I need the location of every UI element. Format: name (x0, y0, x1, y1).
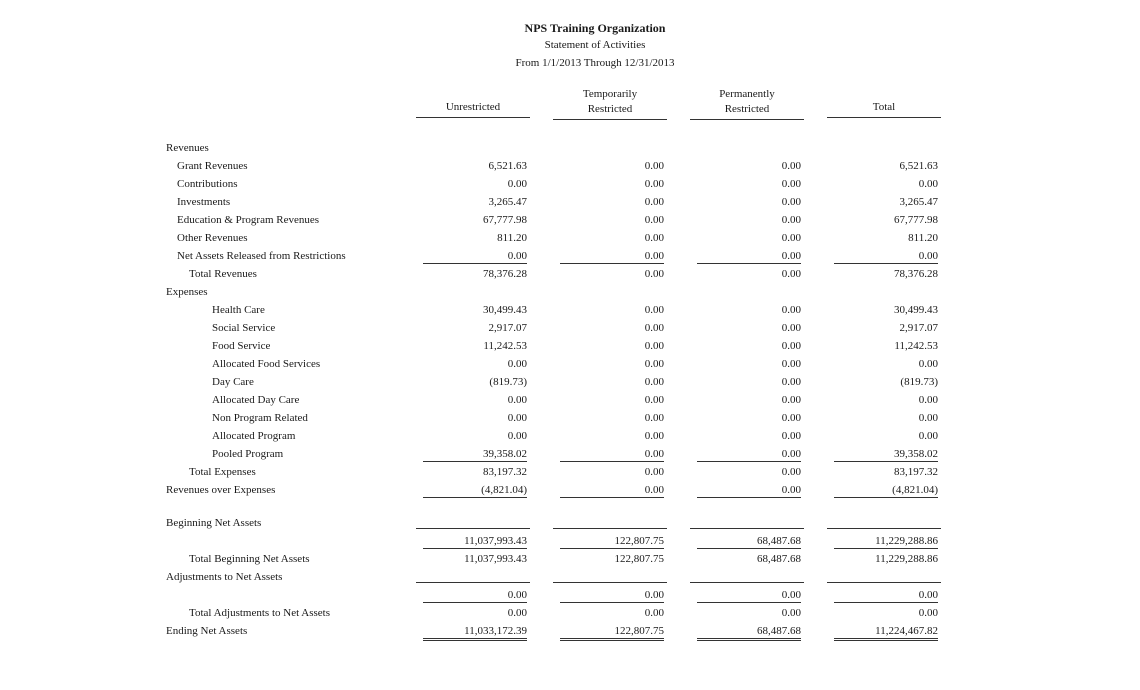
adjustments-top-rule-temporarily-restricted (553, 582, 667, 583)
report-title: NPS Training Organization (524, 21, 666, 35)
row-day-care-temporarily-restricted-value: 0.00 (644, 376, 664, 388)
beginning-top-rule-temporarily-restricted (553, 528, 667, 529)
row-non-program-related-permanently-restricted-value: 0.00 (781, 412, 801, 424)
row-education-program-revenues-temporarily-restricted-value: 0.00 (644, 214, 664, 226)
row-ending-net-assets-label: Ending Net Assets (166, 625, 248, 637)
adjustments-top-rule-permanently-restricted (690, 582, 804, 583)
row-non-program-related-total-value: 0.00 (918, 412, 938, 424)
row-investments-unrestricted-value: 3,265.47 (488, 196, 527, 208)
row-other-revenues-temporarily-restricted-value: 0.00 (644, 232, 664, 244)
col-header-permanently-restricted (690, 87, 804, 120)
col-header-unrestricted-label: Unrestricted (445, 101, 501, 113)
row-investments-label: Investments (177, 196, 231, 208)
row-social-service-permanently-restricted-value: 0.00 (781, 322, 801, 334)
col-header-unrestricted (416, 100, 530, 118)
beginning-top-rule-permanently-restricted (690, 528, 804, 529)
row-food-service-total-value: 11,242.53 (894, 340, 938, 352)
row-total-adjustments-label: Total Adjustments to Net Assets (189, 607, 331, 619)
col-header-total-label: Total (872, 101, 896, 113)
row-total-expenses-permanently-restricted-value: 0.00 (781, 466, 801, 478)
row-total-revenues-temporarily-restricted-value: 0.00 (644, 268, 664, 280)
col-header-perm-line2: Restricted (724, 103, 770, 115)
row-beginning-net-assets-detail-total-value: 11,229,288.86 (834, 534, 938, 549)
row-investments-temporarily-restricted-value: 0.00 (644, 196, 664, 208)
statement-name: Statement of Activities (544, 39, 646, 51)
row-social-service-unrestricted-value: 2,917.07 (488, 322, 527, 334)
row-total-revenues-permanently-restricted-value: 0.00 (781, 268, 801, 280)
col-header-temp-line2: Restricted (587, 103, 633, 115)
row-ending-net-assets-total-value: 11,224,467.82 (834, 624, 938, 641)
row-total-adjustments-total-value: 0.00 (918, 607, 938, 619)
row-total-expenses-label: Total Expenses (189, 466, 256, 478)
row-allocated-day-care-unrestricted-value: 0.00 (507, 394, 527, 406)
row-grant-revenues-label: Grant Revenues (177, 160, 248, 172)
row-other-revenues-unrestricted-value: 811.20 (497, 232, 527, 244)
row-day-care-label: Day Care (212, 376, 254, 388)
col-header-temp-line1: Temporarily (582, 88, 638, 100)
row-adjustments-detail-temporarily-restricted-value: 0.00 (560, 588, 664, 603)
row-health-care-label: Health Care (212, 304, 265, 316)
section-beginning-net-assets-label: Beginning Net Assets (166, 517, 262, 529)
section-adjustments-to-net-assets-label: Adjustments to Net Assets (166, 571, 283, 583)
row-food-service-permanently-restricted-value: 0.00 (781, 340, 801, 352)
beginning-top-rule-total (827, 528, 941, 529)
row-other-revenues-permanently-restricted-value: 0.00 (781, 232, 801, 244)
row-allocated-program-permanently-restricted-value: 0.00 (781, 430, 801, 442)
row-health-care-temporarily-restricted-value: 0.00 (644, 304, 664, 316)
row-total-adjustments-unrestricted-value: 0.00 (507, 607, 527, 619)
row-day-care-unrestricted-value: (819.73) (489, 376, 527, 388)
section-revenues-label: Revenues (166, 142, 209, 154)
col-header-perm-line1: Permanently (719, 88, 775, 100)
row-total-beginning-net-assets-total-value: 11,229,288.86 (875, 553, 938, 565)
row-contributions-label: Contributions (177, 178, 238, 190)
row-investments-permanently-restricted-value: 0.00 (781, 196, 801, 208)
row-ending-net-assets-permanently-restricted-value: 68,487.68 (697, 624, 801, 641)
row-adjustments-detail-unrestricted-value: 0.00 (423, 588, 527, 603)
row-day-care-total-value: (819.73) (900, 376, 938, 388)
row-non-program-related-label: Non Program Related (212, 412, 308, 424)
row-total-revenues-unrestricted-value: 78,376.28 (483, 268, 527, 280)
row-beginning-net-assets-detail-unrestricted-value: 11,037,993.43 (423, 534, 527, 549)
row-investments-total-value: 3,265.47 (899, 196, 938, 208)
row-total-beginning-net-assets-label: Total Beginning Net Assets (189, 553, 310, 565)
row-grant-revenues-temporarily-restricted-value: 0.00 (644, 160, 664, 172)
row-allocated-food-services-temporarily-restricted-value: 0.00 (644, 358, 664, 370)
row-non-program-related-temporarily-restricted-value: 0.00 (644, 412, 664, 424)
row-other-revenues-label: Other Revenues (177, 232, 248, 244)
row-education-program-revenues-total-value: 67,777.98 (894, 214, 938, 226)
row-grant-revenues-unrestricted-value: 6,521.63 (488, 160, 527, 172)
row-allocated-day-care-permanently-restricted-value: 0.00 (781, 394, 801, 406)
row-non-program-related-unrestricted-value: 0.00 (507, 412, 527, 424)
row-ending-net-assets-unrestricted-value: 11,033,172.39 (423, 624, 527, 641)
row-allocated-food-services-permanently-restricted-value: 0.00 (781, 358, 801, 370)
row-allocated-food-services-unrestricted-value: 0.00 (507, 358, 527, 370)
row-education-program-revenues-label: Education & Program Revenues (177, 214, 320, 226)
beginning-top-rule-unrestricted (416, 528, 530, 529)
row-total-expenses-temporarily-restricted-value: 0.00 (644, 466, 664, 478)
row-pooled-program-temporarily-restricted-value: 0.00 (560, 447, 664, 462)
row-net-assets-released-permanently-restricted-value: 0.00 (697, 249, 801, 264)
row-total-expenses-total-value: 83,197.32 (894, 466, 938, 478)
adjustments-top-rule-unrestricted (416, 582, 530, 583)
row-contributions-total-value: 0.00 (918, 178, 938, 190)
section-expenses-label: Expenses (166, 286, 208, 298)
report-period: From 1/1/2013 Through 12/31/2013 (515, 57, 675, 69)
row-contributions-temporarily-restricted-value: 0.00 (644, 178, 664, 190)
row-social-service-total-value: 2,917.07 (899, 322, 938, 334)
row-contributions-unrestricted-value: 0.00 (507, 178, 527, 190)
row-education-program-revenues-unrestricted-value: 67,777.98 (483, 214, 527, 226)
row-revenues-over-expenses-permanently-restricted-value: 0.00 (697, 483, 801, 498)
row-allocated-food-services-total-value: 0.00 (918, 358, 938, 370)
row-pooled-program-permanently-restricted-value: 0.00 (697, 447, 801, 462)
row-revenues-over-expenses-label: Revenues over Expenses (166, 484, 276, 496)
row-total-expenses-unrestricted-value: 83,197.32 (483, 466, 527, 478)
row-pooled-program-total-value: 39,358.02 (834, 447, 938, 462)
row-total-beginning-net-assets-unrestricted-value: 11,037,993.43 (464, 553, 527, 565)
row-social-service-temporarily-restricted-value: 0.00 (644, 322, 664, 334)
row-beginning-net-assets-detail-permanently-restricted-value: 68,487.68 (697, 534, 801, 549)
row-total-adjustments-temporarily-restricted-value: 0.00 (644, 607, 664, 619)
row-net-assets-released-total-value: 0.00 (834, 249, 938, 264)
row-other-revenues-total-value: 811.20 (908, 232, 938, 244)
row-allocated-day-care-temporarily-restricted-value: 0.00 (644, 394, 664, 406)
row-adjustments-detail-total-value: 0.00 (834, 588, 938, 603)
row-adjustments-detail-permanently-restricted-value: 0.00 (697, 588, 801, 603)
row-pooled-program-label: Pooled Program (212, 448, 284, 460)
row-total-revenues-total-value: 78,376.28 (894, 268, 938, 280)
row-revenues-over-expenses-total-value: (4,821.04) (834, 483, 938, 498)
row-contributions-permanently-restricted-value: 0.00 (781, 178, 801, 190)
row-day-care-permanently-restricted-value: 0.00 (781, 376, 801, 388)
row-pooled-program-unrestricted-value: 39,358.02 (423, 447, 527, 462)
row-allocated-program-temporarily-restricted-value: 0.00 (644, 430, 664, 442)
row-allocated-program-total-value: 0.00 (918, 430, 938, 442)
row-allocated-day-care-label: Allocated Day Care (212, 394, 300, 406)
adjustments-top-rule-total (827, 582, 941, 583)
row-social-service-label: Social Service (212, 322, 276, 334)
row-health-care-total-value: 30,499.43 (894, 304, 938, 316)
row-allocated-day-care-total-value: 0.00 (918, 394, 938, 406)
row-revenues-over-expenses-temporarily-restricted-value: 0.00 (560, 483, 664, 498)
row-health-care-permanently-restricted-value: 0.00 (781, 304, 801, 316)
row-grant-revenues-total-value: 6,521.63 (899, 160, 938, 172)
row-allocated-program-label: Allocated Program (212, 430, 296, 442)
row-ending-net-assets-temporarily-restricted-value: 122,807.75 (560, 624, 664, 641)
row-allocated-food-services-label: Allocated Food Services (212, 358, 321, 370)
col-header-temporarily-restricted (553, 87, 667, 120)
row-beginning-net-assets-detail-temporarily-restricted-value: 122,807.75 (560, 534, 664, 549)
row-total-beginning-net-assets-permanently-restricted-value: 68,487.68 (757, 553, 801, 565)
row-total-revenues-label: Total Revenues (189, 268, 257, 280)
row-net-assets-released-temporarily-restricted-value: 0.00 (560, 249, 664, 264)
row-total-adjustments-permanently-restricted-value: 0.00 (781, 607, 801, 619)
row-revenues-over-expenses-unrestricted-value: (4,821.04) (423, 483, 527, 498)
row-food-service-unrestricted-value: 11,242.53 (483, 340, 527, 352)
row-food-service-temporarily-restricted-value: 0.00 (644, 340, 664, 352)
col-header-total (827, 100, 941, 118)
row-net-assets-released-label: Net Assets Released from Restrictions (177, 250, 346, 262)
row-grant-revenues-permanently-restricted-value: 0.00 (781, 160, 801, 172)
row-food-service-label: Food Service (212, 340, 271, 352)
row-allocated-program-unrestricted-value: 0.00 (507, 430, 527, 442)
row-total-beginning-net-assets-temporarily-restricted-value: 122,807.75 (614, 553, 664, 565)
row-net-assets-released-unrestricted-value: 0.00 (423, 249, 527, 264)
row-education-program-revenues-permanently-restricted-value: 0.00 (781, 214, 801, 226)
row-health-care-unrestricted-value: 30,499.43 (483, 304, 527, 316)
